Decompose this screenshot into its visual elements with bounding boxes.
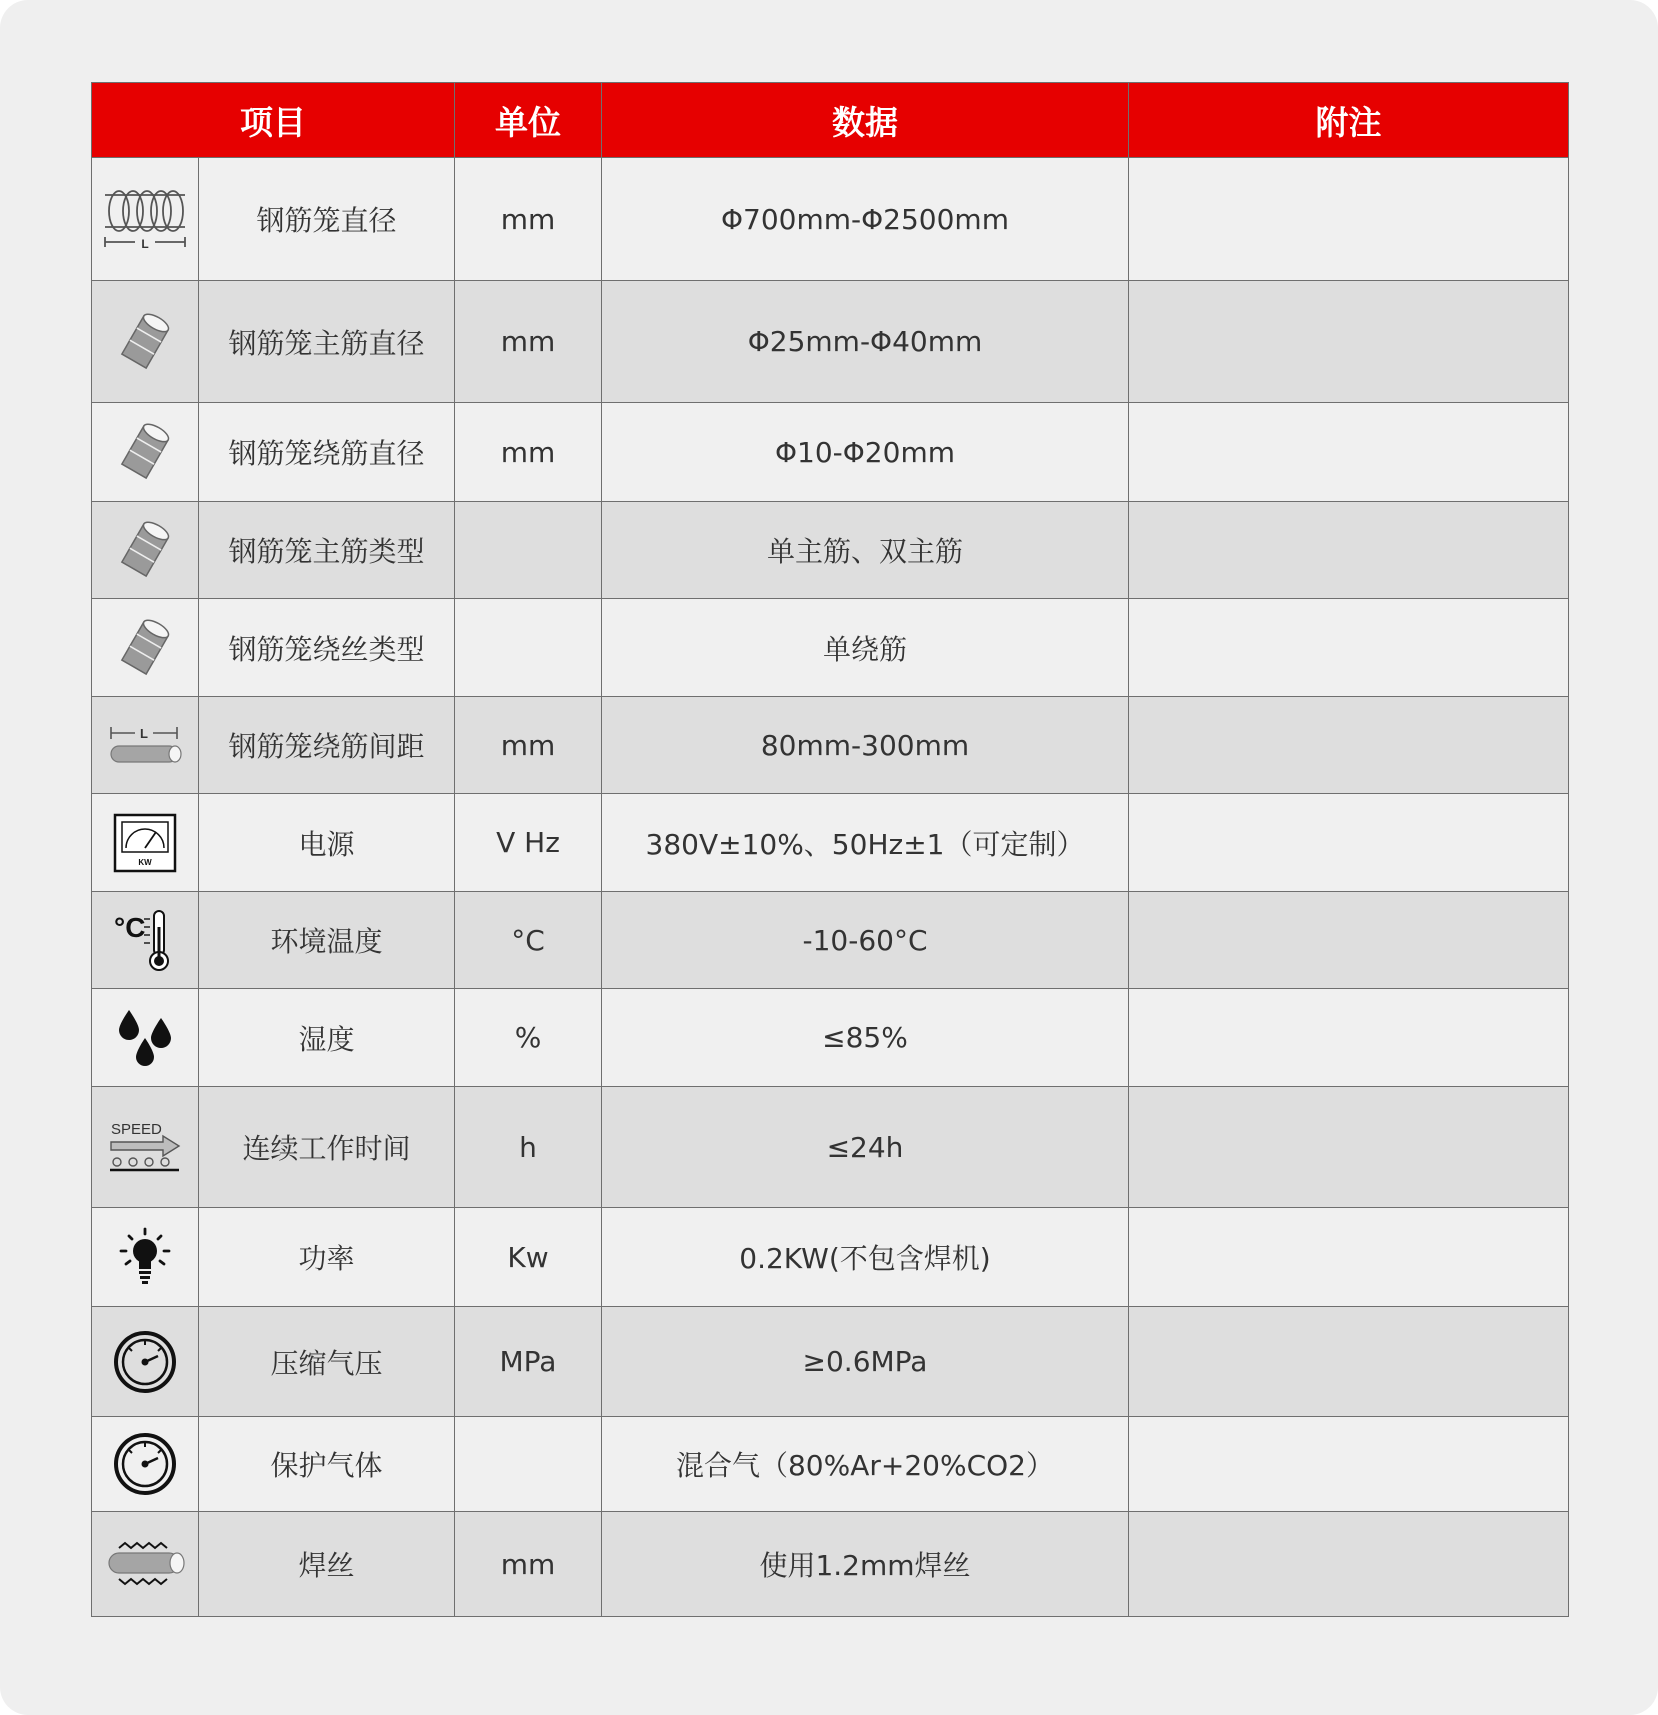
row-item: 钢筋笼直径	[199, 158, 455, 281]
speed-label: SPEED	[111, 1121, 162, 1138]
row-data: Φ25mm-Φ40mm	[602, 281, 1129, 403]
row-data: ≤85%	[602, 989, 1129, 1087]
pressure-gauge-icon	[112, 1431, 178, 1497]
speed-conveyor-icon	[107, 1120, 183, 1174]
rebar-icon	[115, 618, 175, 678]
table-row	[92, 794, 1569, 892]
row-unit: Kw	[455, 1208, 602, 1307]
table-row	[92, 989, 1569, 1087]
row-note	[1129, 599, 1569, 697]
row-unit: MPa	[455, 1307, 602, 1417]
row-note	[1129, 1208, 1569, 1307]
row-unit	[455, 502, 602, 599]
row-note	[1129, 697, 1569, 794]
row-icon-cell	[92, 1512, 199, 1617]
row-note	[1129, 1512, 1569, 1617]
row-item: 连续工作时间	[199, 1087, 455, 1208]
table-row	[92, 1087, 1569, 1208]
row-note	[1129, 1417, 1569, 1512]
header-note: 附注	[1129, 83, 1569, 158]
row-icon-cell	[92, 1208, 199, 1307]
row-icon-cell	[92, 794, 199, 892]
row-unit: h	[455, 1087, 602, 1208]
cage-length-label: L	[141, 237, 149, 251]
table-row	[92, 697, 1569, 794]
water-drops-icon	[115, 1006, 175, 1070]
row-item: 钢筋笼主筋直径	[199, 281, 455, 403]
table-row	[92, 502, 1569, 599]
row-note	[1129, 892, 1569, 989]
row-item: 钢筋笼主筋类型	[199, 502, 455, 599]
row-unit: V Hz	[455, 794, 602, 892]
header-data: 数据	[602, 83, 1129, 158]
row-icon-cell	[92, 599, 199, 697]
row-item: 湿度	[199, 989, 455, 1087]
row-data: ≤24h	[602, 1087, 1129, 1208]
row-data: 380V±10%、50Hz±1（可定制）	[602, 794, 1129, 892]
row-unit	[455, 1417, 602, 1512]
thermometer-icon	[112, 907, 178, 973]
row-data: 混合气（80%Ar+20%CO2）	[602, 1417, 1129, 1512]
row-data: 单绕筋	[602, 599, 1129, 697]
row-item: 钢筋笼绕丝类型	[199, 599, 455, 697]
power-meter-icon	[112, 812, 178, 874]
row-unit: mm	[455, 158, 602, 281]
pressure-gauge-icon	[112, 1329, 178, 1395]
table-row	[92, 158, 1569, 281]
row-data: Φ700mm-Φ2500mm	[602, 158, 1129, 281]
row-note	[1129, 502, 1569, 599]
row-data: 80mm-300mm	[602, 697, 1129, 794]
row-data: -10-60°C	[602, 892, 1129, 989]
table-row	[92, 1417, 1569, 1512]
row-icon-cell	[92, 1417, 199, 1512]
row-icon-cell	[92, 1307, 199, 1417]
row-item: 功率	[199, 1208, 455, 1307]
rebar-icon	[115, 422, 175, 482]
temperature-unit-label: °C	[114, 912, 146, 943]
row-data: 使用1.2mm焊丝	[602, 1512, 1129, 1617]
table-row	[92, 599, 1569, 697]
row-unit: mm	[455, 403, 602, 502]
table-row	[92, 892, 1569, 989]
table-row	[92, 1307, 1569, 1417]
rebar-icon	[115, 520, 175, 580]
table-row	[92, 281, 1569, 403]
light-bulb-icon	[115, 1225, 175, 1289]
row-icon-cell	[92, 892, 199, 989]
power-meter-label: KW	[138, 857, 152, 867]
table-header-row	[92, 83, 1569, 158]
row-icon-cell	[92, 1087, 199, 1208]
row-icon-cell	[92, 281, 199, 403]
row-item: 钢筋笼绕筋直径	[199, 403, 455, 502]
spacing-icon	[107, 723, 183, 767]
row-item: 保护气体	[199, 1417, 455, 1512]
spacing-length-label: L	[140, 726, 148, 741]
row-unit: °C	[455, 892, 602, 989]
row-icon-cell	[92, 989, 199, 1087]
table-row	[92, 403, 1569, 502]
row-note	[1129, 1087, 1569, 1208]
header-item: 项目	[92, 83, 455, 158]
row-note	[1129, 281, 1569, 403]
row-item: 环境温度	[199, 892, 455, 989]
spec-table	[91, 82, 1569, 1617]
row-data: ≥0.6MPa	[602, 1307, 1129, 1417]
welding-wire-icon	[105, 1540, 185, 1588]
row-unit: %	[455, 989, 602, 1087]
row-item: 压缩气压	[199, 1307, 455, 1417]
header-unit: 单位	[455, 83, 602, 158]
row-item: 钢筋笼绕筋间距	[199, 697, 455, 794]
row-unit: mm	[455, 1512, 602, 1617]
row-note	[1129, 403, 1569, 502]
row-icon-cell	[92, 502, 199, 599]
row-unit: mm	[455, 697, 602, 794]
row-icon-cell	[92, 158, 199, 281]
row-data: Φ10-Φ20mm	[602, 403, 1129, 502]
row-data: 0.2KW(不包含焊机)	[602, 1208, 1129, 1307]
rebar-icon	[115, 312, 175, 372]
row-note	[1129, 1307, 1569, 1417]
row-unit: mm	[455, 281, 602, 403]
row-data: 单主筋、双主筋	[602, 502, 1129, 599]
row-item: 焊丝	[199, 1512, 455, 1617]
table-row	[92, 1208, 1569, 1307]
row-note	[1129, 989, 1569, 1087]
row-note	[1129, 158, 1569, 281]
row-item: 电源	[199, 794, 455, 892]
cage-diameter-icon	[103, 187, 187, 251]
table-row	[92, 1512, 1569, 1617]
row-note	[1129, 794, 1569, 892]
row-icon-cell	[92, 403, 199, 502]
row-unit	[455, 599, 602, 697]
row-icon-cell	[92, 697, 199, 794]
